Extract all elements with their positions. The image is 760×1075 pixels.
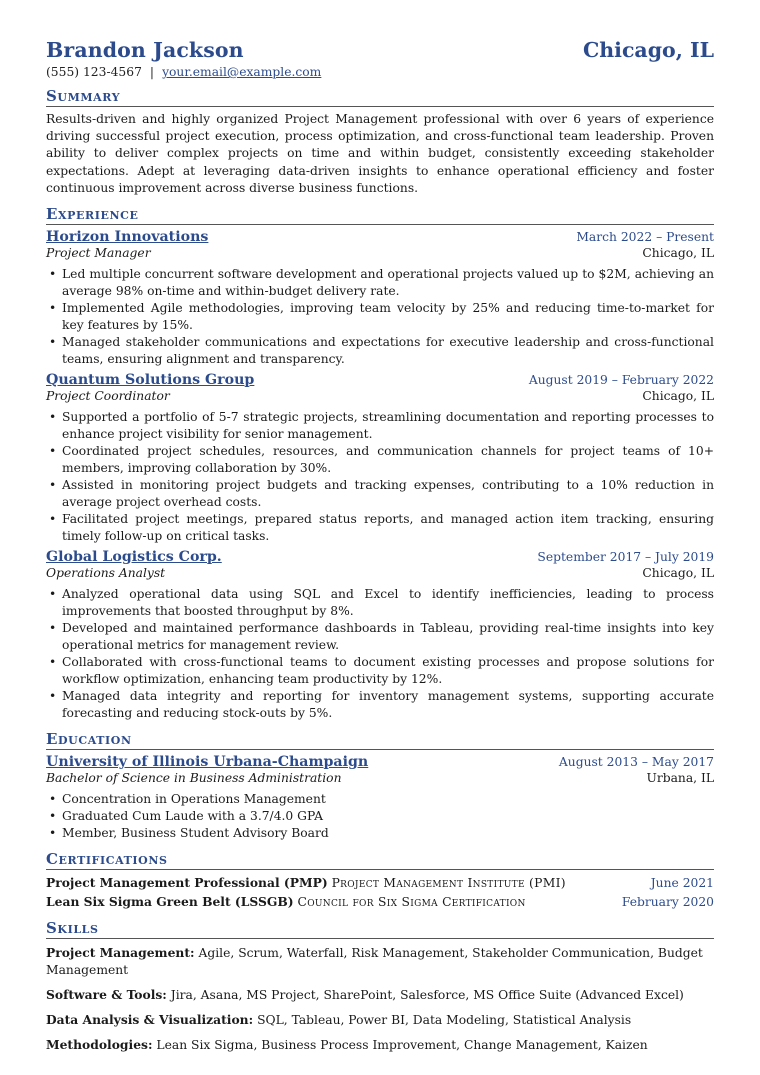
education-bullets [46, 791, 714, 842]
skill-row [46, 1036, 714, 1054]
list-item: • Coordinated project schedules, resources, and communication channels for project teams of 10+ members, improving collaboration by 30%. [62, 443, 714, 477]
certification-row [46, 893, 714, 912]
job-bullets [46, 409, 714, 545]
candidate-name: Brandon Jackson [46, 38, 244, 62]
list-item: • Member, Business Student Advisory Board [62, 825, 714, 842]
certification-name: Lean Six Sigma Green Belt (LSSGB) [46, 893, 294, 909]
list-item: • Graduated Cum Laude with a 3.7/4.0 GPA [62, 808, 714, 825]
resume-header [46, 38, 714, 62]
summary-heading: Summary [46, 87, 714, 107]
candidate-location: Chicago, IL [582, 38, 714, 62]
education-heading: Education [46, 730, 714, 750]
skill-values: Lean Six Sigma, Business Process Improvement, Change Management, Kaizen [156, 1038, 648, 1053]
list-item: • Led multiple concurrent software development and operational projects valued up to $2M, achieving an average 98% on-time and within-budget delivery rate. [62, 266, 714, 300]
list-item: • Facilitated project meetings, prepared status reports, and managed action item tracking, ensuring timely follow-up on critical tasks. [62, 511, 714, 545]
certification-date: June 2021 [650, 876, 714, 891]
certifications-list [46, 874, 714, 911]
contact-line [46, 65, 714, 79]
education-dates: August 2013 – May 2017 [558, 755, 714, 770]
job-location: Chicago, IL [642, 566, 714, 581]
certification-issuer: Project Management Institute (PMI) [331, 876, 566, 891]
list-item: • Managed data integrity and reporting for inventory management systems, supporting accurate forecasting and reducing stock-outs by 5%. [62, 688, 714, 722]
skills-heading: Skills [46, 919, 714, 939]
job-location: Chicago, IL [642, 389, 714, 404]
job-title: Operations Analyst [46, 566, 166, 581]
list-item: • Assisted in monitoring project budgets and tracking expenses, contributing to a 10% reduction in average project overhead costs. [62, 477, 714, 511]
job-entry [46, 372, 714, 545]
certification-row [46, 874, 714, 893]
list-item: • Managed stakeholder communications and expectations for executive leadership and cross-functional teams, ensuring alignment and transparency. [62, 334, 714, 368]
email-link[interactable]: your.email@example.com [162, 65, 322, 79]
job-bullets [46, 586, 714, 722]
school-name[interactable]: University of Illinois Urbana-Champaign [46, 754, 369, 771]
degree: Bachelor of Science in Business Administration [46, 771, 342, 786]
list-item: • Concentration in Operations Management [62, 791, 714, 808]
list-item: • Implemented Agile methodologies, improving team velocity by 25% and reducing time-to-market for key features by 15%. [62, 300, 714, 334]
job-dates: March 2022 – Present [576, 230, 714, 245]
skill-category: Project Management: [46, 945, 195, 961]
job-company[interactable]: Horizon Innovations [46, 229, 209, 246]
job-company[interactable]: Quantum Solutions Group [46, 372, 255, 389]
certification-name: Project Management Professional (PMP) [46, 875, 328, 891]
skill-category: Software & Tools: [46, 987, 167, 1003]
experience-heading: Experience [46, 205, 714, 225]
job-dates: August 2019 – February 2022 [528, 373, 714, 388]
job-dates: September 2017 – July 2019 [537, 550, 714, 565]
job-company[interactable]: Global Logistics Corp. [46, 549, 222, 566]
education-entry [46, 754, 714, 842]
skill-values: Jira, Asana, MS Project, SharePoint, Salesforce, MS Office Suite (Advanced Excel) [170, 988, 684, 1003]
certification-date: February 2020 [621, 894, 714, 909]
skill-row [46, 944, 714, 979]
job-entry [46, 229, 714, 368]
summary-text: Results-driven and highly organized Project Management professional with over 6 years of experience driving successful project execution, process optimization, and cross-functional team leadership. Proven ability to deliver complex projects on time and within budget, consistently exceeding stakeholder expectations. Adept at leveraging data-driven insights to enhance operational efficiency and foster continuous improvement across diverse business functions. [46, 112, 714, 195]
skill-values: SQL, Tableau, Power BI, Data Modeling, Statistical Analysis [257, 1013, 632, 1028]
school-location: Urbana, IL [646, 771, 714, 786]
skill-values: Agile, Scrum, Waterfall, Risk Management, Stakeholder Communication, Budget Management [46, 946, 703, 978]
skill-row [46, 986, 714, 1004]
skill-category: Methodologies: [46, 1037, 153, 1053]
certification-issuer: Council for Six Sigma Certification [297, 894, 526, 909]
phone-number: (555) 123-4567 [46, 65, 142, 79]
skill-row [46, 1011, 714, 1029]
job-title: Project Coordinator [46, 389, 170, 404]
job-entry [46, 549, 714, 722]
certifications-heading: Certifications [46, 850, 714, 870]
skills-list [46, 944, 714, 1054]
contact-separator: | [149, 65, 155, 79]
job-title: Project Manager [46, 246, 151, 261]
list-item: • Developed and maintained performance dashboards in Tableau, providing real-time insights into key operational metrics for management review. [62, 620, 714, 654]
job-bullets [46, 266, 714, 368]
skill-category: Data Analysis & Visualization: [46, 1012, 254, 1028]
job-location: Chicago, IL [642, 246, 714, 261]
list-item: • Analyzed operational data using SQL and Excel to identify inefficiencies, leading to process improvements that boosted throughput by 8%. [62, 586, 714, 620]
list-item: • Supported a portfolio of 5-7 strategic projects, streamlining documentation and reporting processes to enhance project visibility for senior management. [62, 409, 714, 443]
list-item: • Collaborated with cross-functional teams to document existing processes and propose solutions for workflow optimization, enhancing team productivity by 12%. [62, 654, 714, 688]
